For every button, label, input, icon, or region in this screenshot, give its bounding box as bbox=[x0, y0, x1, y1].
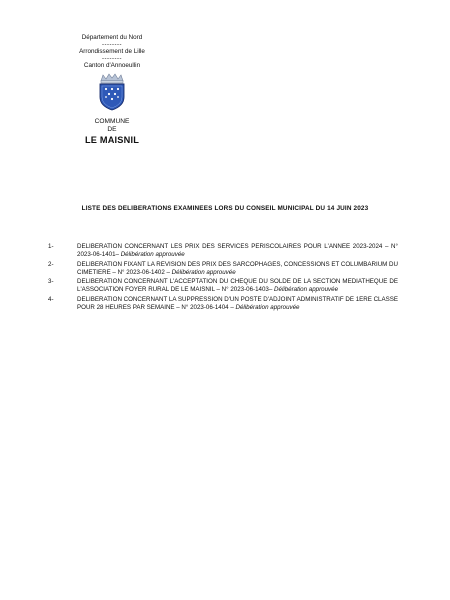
item-text: DELIBERATION CONCERNANT L'ACCEPTATION DU CHEQUE DU SOLDE DE LA SECTION MEDIATHEQUE DE L'ASSOCIATION FOYER RURAL DE LE MAISNIL – N° 2023-06-1403– bbox=[77, 278, 398, 294]
arrondissement-line: Arrondissement de Lille bbox=[79, 48, 145, 55]
list-item bbox=[48, 243, 398, 259]
commune-label: COMMUNE bbox=[94, 118, 130, 125]
item-number: 4- bbox=[48, 296, 54, 304]
list-item bbox=[48, 296, 398, 312]
item-body bbox=[77, 243, 398, 259]
separator: -------- bbox=[102, 42, 122, 48]
commune-block bbox=[58, 118, 166, 135]
item-text: DELIBERATION FIXANT LA REVISION DES PRIX DES SARCOPHAGES, CONCESSIONS ET COLUMBARIUM DU CIMETIERE – N° 2023-06-1402 – bbox=[77, 260, 398, 276]
item-body bbox=[77, 296, 398, 312]
item-status: Délibération approuvée bbox=[171, 268, 236, 276]
canton-line: Canton d'Annoeullin bbox=[83, 62, 141, 69]
deliberation-list bbox=[48, 243, 398, 314]
item-number: 3- bbox=[48, 278, 54, 286]
commune-de: DE bbox=[107, 126, 117, 134]
list-item bbox=[48, 261, 398, 277]
item-text: DELIBERATION CONCERNANT LA SUPPRESSION D'UN POSTE D'ADJOINT ADMINISTRATIF DE 1ERE CLASSE POUR 28 HEURES PAR SEMAINE – N° 2023-06-1404 – bbox=[77, 296, 398, 312]
document-title: LISTE DES DELIBERATIONS EXAMINEES LORS DU CONSEIL MUNICIPAL DU 14 JUIN 2023 bbox=[81, 205, 369, 212]
letterhead bbox=[58, 34, 166, 146]
separator: -------- bbox=[102, 56, 122, 62]
list-item bbox=[48, 278, 398, 294]
item-status: Délibération approuvée bbox=[120, 251, 185, 259]
item-number: 1- bbox=[48, 243, 54, 250]
department-line: Département du Nord bbox=[81, 34, 143, 41]
coat-of-arms-icon bbox=[98, 73, 126, 111]
item-status: Délibération approuvée bbox=[274, 286, 339, 294]
item-number: 2- bbox=[48, 260, 54, 268]
item-body bbox=[77, 261, 398, 277]
commune-name: LE MAISNIL bbox=[84, 134, 140, 145]
item-text: DELIBERATION CONCERNANT LES PRIX DES SERVICES PERISCOLAIRES POUR L'ANNEE 2023-2024 – N° 2023-06-1401– bbox=[77, 243, 398, 259]
item-body bbox=[77, 278, 398, 294]
item-status: Délibération approuvée bbox=[235, 304, 300, 312]
